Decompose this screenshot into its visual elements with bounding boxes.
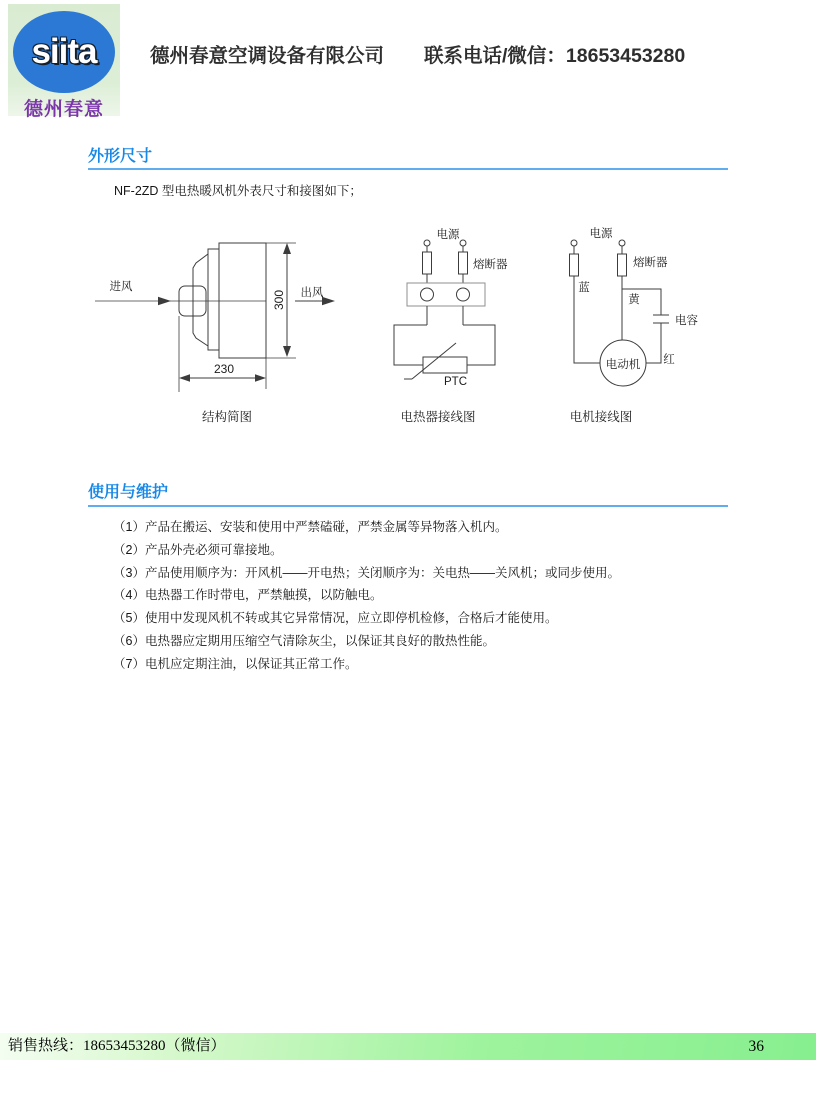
housing-step (208, 249, 219, 350)
structure-caption: 结构简图 (201, 410, 253, 424)
fuse-icon (570, 254, 579, 276)
outlet-arrow-icon (322, 297, 335, 305)
motor-power-label: 电源 (589, 228, 613, 240)
housing-body (219, 243, 266, 358)
section-rule (88, 168, 728, 170)
heater-fuse-label: 熔断器 (473, 259, 508, 271)
capacitor-label: 电容 (675, 315, 698, 327)
company-name: 德州春意空调设备有限公司 (150, 45, 385, 67)
fuse-icon (423, 252, 432, 274)
ptc-label: PTC (444, 376, 467, 388)
list-item: （3）产品使用顺序为：开风机——开电热；关闭顺序为：关电热——关风机；或同步使用。 (113, 565, 620, 580)
company-logo (8, 4, 120, 120)
intro-text: NF-2ZD 型电热暖风机外表尺寸和接图如下； (114, 184, 362, 198)
logo-subtitle: 德州春意 (23, 99, 104, 120)
siita-logo-icon (13, 11, 115, 93)
footer-bar (0, 1033, 816, 1060)
structure-diagram (95, 243, 335, 424)
sales-hotline: 销售热线：18653453280（微信） (8, 1038, 226, 1054)
list-item: （4）电热器工作时带电，严禁触摸，以防触电。 (113, 588, 383, 603)
section-title-usage: 使用与维护 (88, 484, 169, 501)
list-item: （6）电热器应定期用压缩空气清除灰尘，以保证其良好的散热性能。 (113, 633, 495, 648)
motor-fuse-label: 熔断器 (633, 257, 668, 269)
section-rule (88, 505, 728, 507)
page-number: 36 (748, 1038, 764, 1055)
terminal-icon (619, 240, 625, 246)
height-dimension: 300 (272, 289, 286, 311)
terminal-icon (424, 240, 430, 246)
list-item: （1）产品在搬运、安装和使用中严禁磕碰，严禁金属等异物落入机内。 (113, 520, 508, 534)
section-title-dimensions: 外形尺寸 (88, 148, 153, 165)
contact-phone: 联系电话/微信：18653453280 (424, 45, 686, 67)
terminal-block (407, 283, 485, 306)
inlet-arrow-icon (158, 297, 171, 305)
list-item: （5）使用中发现风机不转或其它异常情况，应立即停机检修，合格后才能使用。 (113, 611, 558, 626)
red-wire-label: 红 (663, 354, 675, 366)
usage-list (113, 516, 620, 676)
list-item: （7）电机应定期注油，以保证其正常工作。 (113, 656, 358, 671)
list-item: （2）产品外壳必须可靠接地。 (113, 542, 283, 557)
heater-wiring-diagram (394, 227, 508, 424)
motor-label: 电动机 (605, 359, 641, 371)
fuse-icon (459, 252, 468, 274)
diagrams (90, 220, 710, 435)
blue-wire-label: 蓝 (578, 282, 590, 294)
logo-text: siita (31, 32, 97, 71)
heater-power-label: 电源 (436, 229, 460, 241)
fuse-icon (618, 254, 627, 276)
motor-wiring-caption: 电机接线图 (569, 410, 633, 424)
yellow-wire-label: 黄 (628, 294, 640, 306)
inlet-label: 进风 (109, 281, 133, 293)
terminal-icon (460, 240, 466, 246)
terminal-icon (571, 240, 577, 246)
heater-wiring-caption: 电热器接线图 (400, 410, 476, 424)
motor-wiring-diagram (570, 226, 699, 424)
outlet-label: 出风 (300, 287, 324, 299)
width-dimension: 230 (213, 362, 235, 376)
